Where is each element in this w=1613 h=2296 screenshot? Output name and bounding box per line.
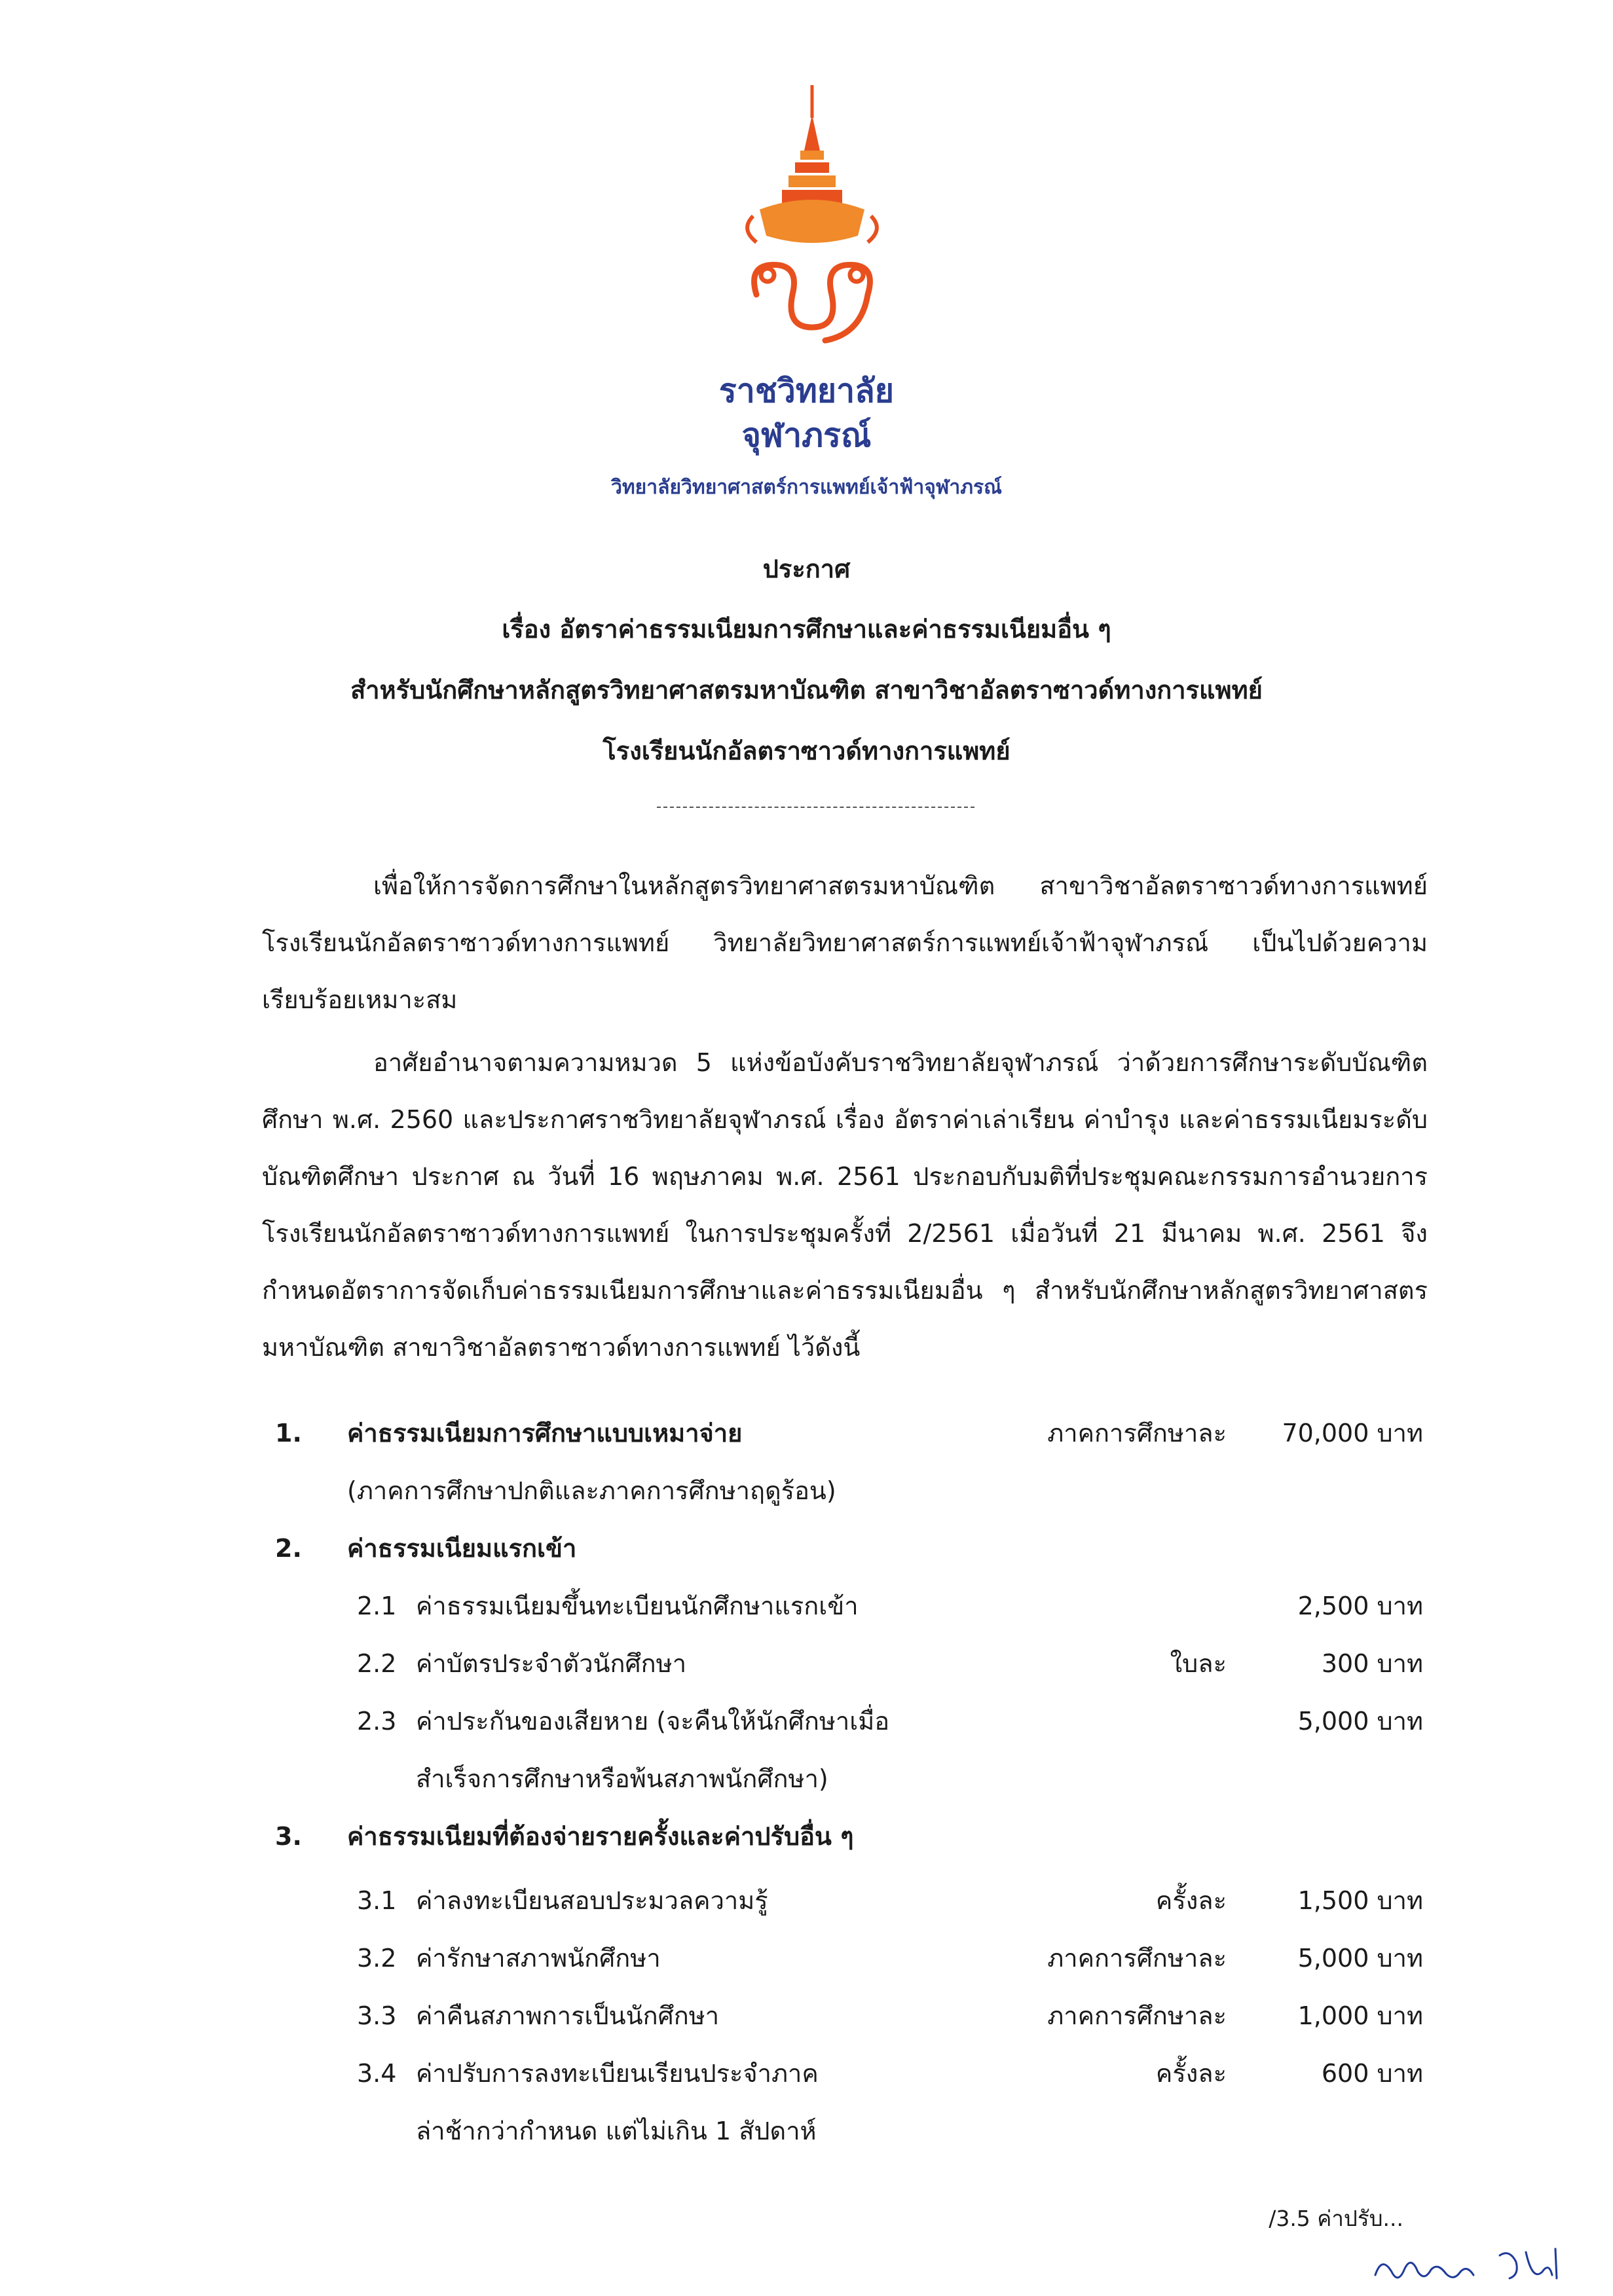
emblem-monogram-loop [850, 268, 863, 282]
section-3-number: 3. [275, 1822, 302, 1851]
signature-stroke [1500, 2249, 1557, 2278]
college-emblem-logo [720, 79, 904, 373]
announcement-subject: เรื่อง อัตราค่าธรรมเนียมการศึกษาและค่าธรรมเนียมอื่น ๆ [502, 615, 1111, 644]
fee-item-number: 2.2 [357, 1649, 397, 1678]
emblem-spire [804, 115, 820, 151]
signature-stroke [1375, 2263, 1474, 2278]
section-1-note: (ภาคการศึกษาปกติและภาคการศึกษาฤดูร้อน) [347, 1476, 836, 1505]
emblem-monogram-loop [761, 268, 774, 282]
section-2-title: ค่าธรรมเนียมแรกเข้า [347, 1534, 577, 1563]
emblem-flourish-right [868, 216, 877, 242]
fee-item-amount: 5,000 บาท [1297, 1944, 1423, 1973]
page-continuation-note: /3.5 ค่าปรับ... [1269, 2206, 1403, 2231]
section-3-title: ค่าธรรมเนียมที่ต้องจ่ายรายครั้งและค่าปรับอื่น ๆ [347, 1822, 854, 1851]
section-1-number: 1. [275, 1419, 302, 1448]
fee-item-number: 3.4 [357, 2059, 397, 2088]
emblem-tier [795, 162, 829, 173]
fee-item-number: 2.1 [357, 1592, 397, 1620]
section-1-title: ค่าธรรมเนียมการศึกษาแบบเหมาจ่าย [347, 1419, 743, 1448]
fee-item-number: 2.3 [357, 1707, 397, 1736]
handwritten-signature [1369, 2236, 1565, 2295]
fee-item-label: ค่าคืนสภาพการเป็นนักศึกษา [416, 2001, 720, 2030]
fee-item-label: ค่าธรรมเนียมขึ้นทะเบียนนักศึกษาแรกเข้า [416, 1592, 859, 1620]
fee-item-label: ค่ารักษาสภาพนักศึกษา [416, 1944, 661, 1973]
fee-item-label-continued: สำเร็จการศึกษาหรือพ้นสภาพนักศึกษา) [416, 1764, 828, 1793]
authority-text: อาศัยอำนาจตามความหมวด 5 แห่งข้อบังคับราชวิทยาลัยจุฬาภรณ์ ว่าด้วยการศึกษาระดับบัณฑิตศึกษา พ.ศ. 2560 และประกาศราชวิทยาลัยจุฬาภรณ์ เรื่อง อัตราค่าเล่าเรียน ค่าบำรุง และค่าธรรมเนียมระดับบัณฑิตศึกษา ประกาศ ณ วันที่ 16 พฤษภาคม พ.ศ. 2561 ประกอบกับมติที่ประชุมคณะกรรมการอำนวยการโรงเรียนนักอัลตราซาวด์ทางการแพทย์ ในการประชุมครั้งที่ 2/2561 เมื่อวันที่ 21 มีนาคม พ.ศ. 2561 จึงกำหนดอัตราการจัดเก็บค่าธรรมเนียมการศึกษาและค่าธรรมเนียมอื่น ๆ สำหรับนักศึกษาหลักสูตรวิทยาศาสตรมหาบัณฑิต สาขาวิชาอัลตราซาวด์ทางการแพทย์ ไว้ดังนี้ [262, 1048, 1428, 1362]
fee-item-label: ค่าบัตรประจำตัวนักศึกษา [416, 1649, 687, 1678]
fee-item-unit: ภาคการศึกษาละ [1047, 1944, 1227, 1973]
preamble-text: เพื่อให้การจัดการศึกษาในหลักสูตรวิทยาศาสตรมหาบัณฑิต สาขาวิชาอัลตราซาวด์ทางการแพทย์ โรงเรียนนักอัลตราซาวด์ทางการแพทย์ วิทยาลัยวิทยาศาสตร์การแพทย์เจ้าฟ้าจุฬาภรณ์ เป็นไปด้วยความเรียบร้อยเหมาะสม [262, 871, 1428, 1014]
fee-item-label-continued: ล่าช้ากว่ากำหนด แต่ไม่เกิน 1 สัปดาห์ [416, 2117, 817, 2145]
heading-divider [657, 807, 974, 808]
emblem-monogram-text: จภ [812, 309, 813, 310]
fee-item-amount: 5,000 บาท [1297, 1707, 1423, 1736]
fee-item-number: 3.1 [357, 1886, 397, 1915]
fee-item-unit: ครั้งละ [1155, 1886, 1227, 1915]
section-1-amount: 70,000 บาท [1282, 1419, 1423, 1448]
fee-item-number: 3.2 [357, 1944, 397, 1973]
emblem-flourish-left [747, 216, 756, 242]
fee-item-unit: ครั้งละ [1155, 2059, 1227, 2088]
fee-item-label: ค่าลงทะเบียนสอบประมวลความรู้ [416, 1886, 768, 1915]
fee-item-amount: 600 บาท [1321, 2059, 1423, 2088]
authority-paragraph [262, 1034, 1428, 1376]
announcement-target: สำหรับนักศึกษาหลักสูตรวิทยาศาสตรมหาบัณฑิต สาขาวิชาอัลตราซาวด์ทางการแพทย์ [350, 676, 1263, 704]
fee-item-number: 3.3 [357, 2001, 397, 2030]
fee-item-label: ค่าปรับการลงทะเบียนเรียนประจำภาค [416, 2059, 819, 2088]
fee-item-amount: 300 บาท [1321, 1649, 1423, 1678]
section-1-unit: ภาคการศึกษาละ [1047, 1419, 1227, 1448]
emblem-tier [788, 175, 836, 187]
announcement-school: โรงเรียนนักอัลตราซาวด์ทางการแพทย์ [603, 737, 1010, 765]
emblem-crown-base [760, 200, 864, 243]
fee-item-unit: ใบละ [1170, 1649, 1227, 1678]
fee-item-unit: ภาคการศึกษาละ [1047, 2001, 1227, 2030]
fee-item-amount: 1,000 บาท [1297, 2001, 1423, 2030]
fee-item-amount: 2,500 บาท [1297, 1592, 1423, 1620]
preamble-paragraph [262, 858, 1428, 1029]
fee-item-label: ค่าประกันของเสียหาย (จะคืนให้นักศึกษาเมื่อ [416, 1707, 890, 1736]
institution-name-line1: ราชวิทยาลัย [718, 372, 895, 410]
emblem-tier [800, 151, 824, 160]
section-2-number: 2. [275, 1534, 302, 1563]
fee-item-amount: 1,500 บาท [1297, 1886, 1423, 1915]
institution-subtitle: วิทยาลัยวิทยาศาสตร์การแพทย์เจ้าฟ้าจุฬาภรณ์ [611, 476, 1002, 499]
institution-name-line2: จุฬาภรณ์ [741, 416, 872, 454]
announcement-type: ประกาศ [762, 555, 851, 583]
emblem-monogram [754, 265, 870, 340]
